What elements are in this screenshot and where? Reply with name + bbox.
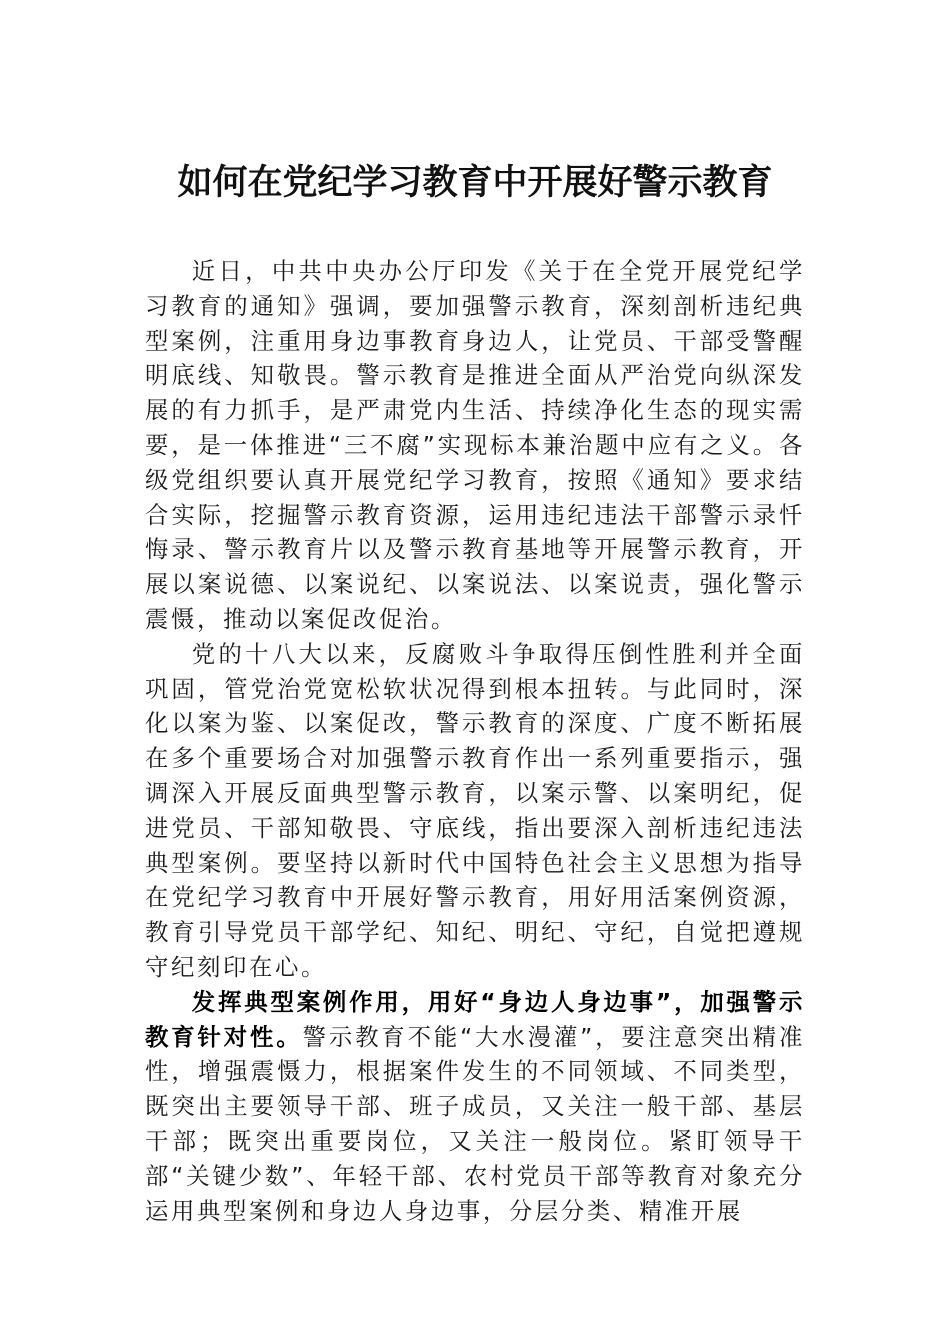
paragraph-1	[145, 254, 805, 637]
paragraph-1-text: 近日，中共中央办公厅印发《关于在全党开展党纪学习教育的通知》强调，要加强警示教育，深刻剖析违纪典型案例，注重用身边事教育身边人，让党员、干部受警醒明底线、知敬畏。警示教育是推进全面从严治党向纵深发展的有力抓手，是严肃党内生活、持续净化生态的现实需要，是一体推进“三不腐”实现标本兼治题中应有之义。各级党组织要认真开展党纪学习教育，按照《通知》要求结合实际，挖掘警示教育资源，运用违纪违法干部警示录忏悔录、警示教育片以及警示教育基地等开展警示教育，开展以案说德、以案说纪、以案说法、以案说责，强化警示震慑，推动以案促改促治。	[145, 257, 805, 633]
paragraph-3-lead: 发挥典型案例作用，用好“身边人身边事”，加强警示教育针对性。	[145, 987, 805, 1051]
paragraph-3	[145, 985, 805, 1229]
paragraph-2	[145, 637, 805, 985]
document-title: 如何在党纪学习教育中开展好警示教育	[177, 162, 773, 203]
paragraph-3-text: 警示教育不能“大水漫灌”，要注意突出精准性，增强震慑力，根据案件发生的不同领域、不同类型，既突出主要领导干部、班子成员，又关注一般干部、基层干部；既突出重要岗位，又关注一般岗位。紧盯领导干部“关键少数”、年轻干部、农村党员干部等教育对象充分运用典型案例和身边人身边事，分层分类、精准开展	[145, 1022, 805, 1225]
paragraph-2-text: 党的十八大以来，反腐败斗争取得压倒性胜利并全面巩固，管党治党宽松软状况得到根本扭转。与此同时，深化以案为鉴、以案促改，警示教育的深度、广度不断拓展在多个重要场合对加强警示教育作出一系列重要指示，强调深入开展反面典型警示教育，以案示警、以案明纪，促进党员、干部知敬畏、守底线，指出要深入剖析违纪违法典型案例。要坚持以新时代中国特色社会主义思想为指导在党纪学习教育中开展好警示教育，用好用活案例资源，教育引导党员干部学纪、知纪、明纪、守纪，自觉把遵规守纪刻印在心。	[145, 639, 805, 981]
document-body	[145, 254, 805, 1228]
